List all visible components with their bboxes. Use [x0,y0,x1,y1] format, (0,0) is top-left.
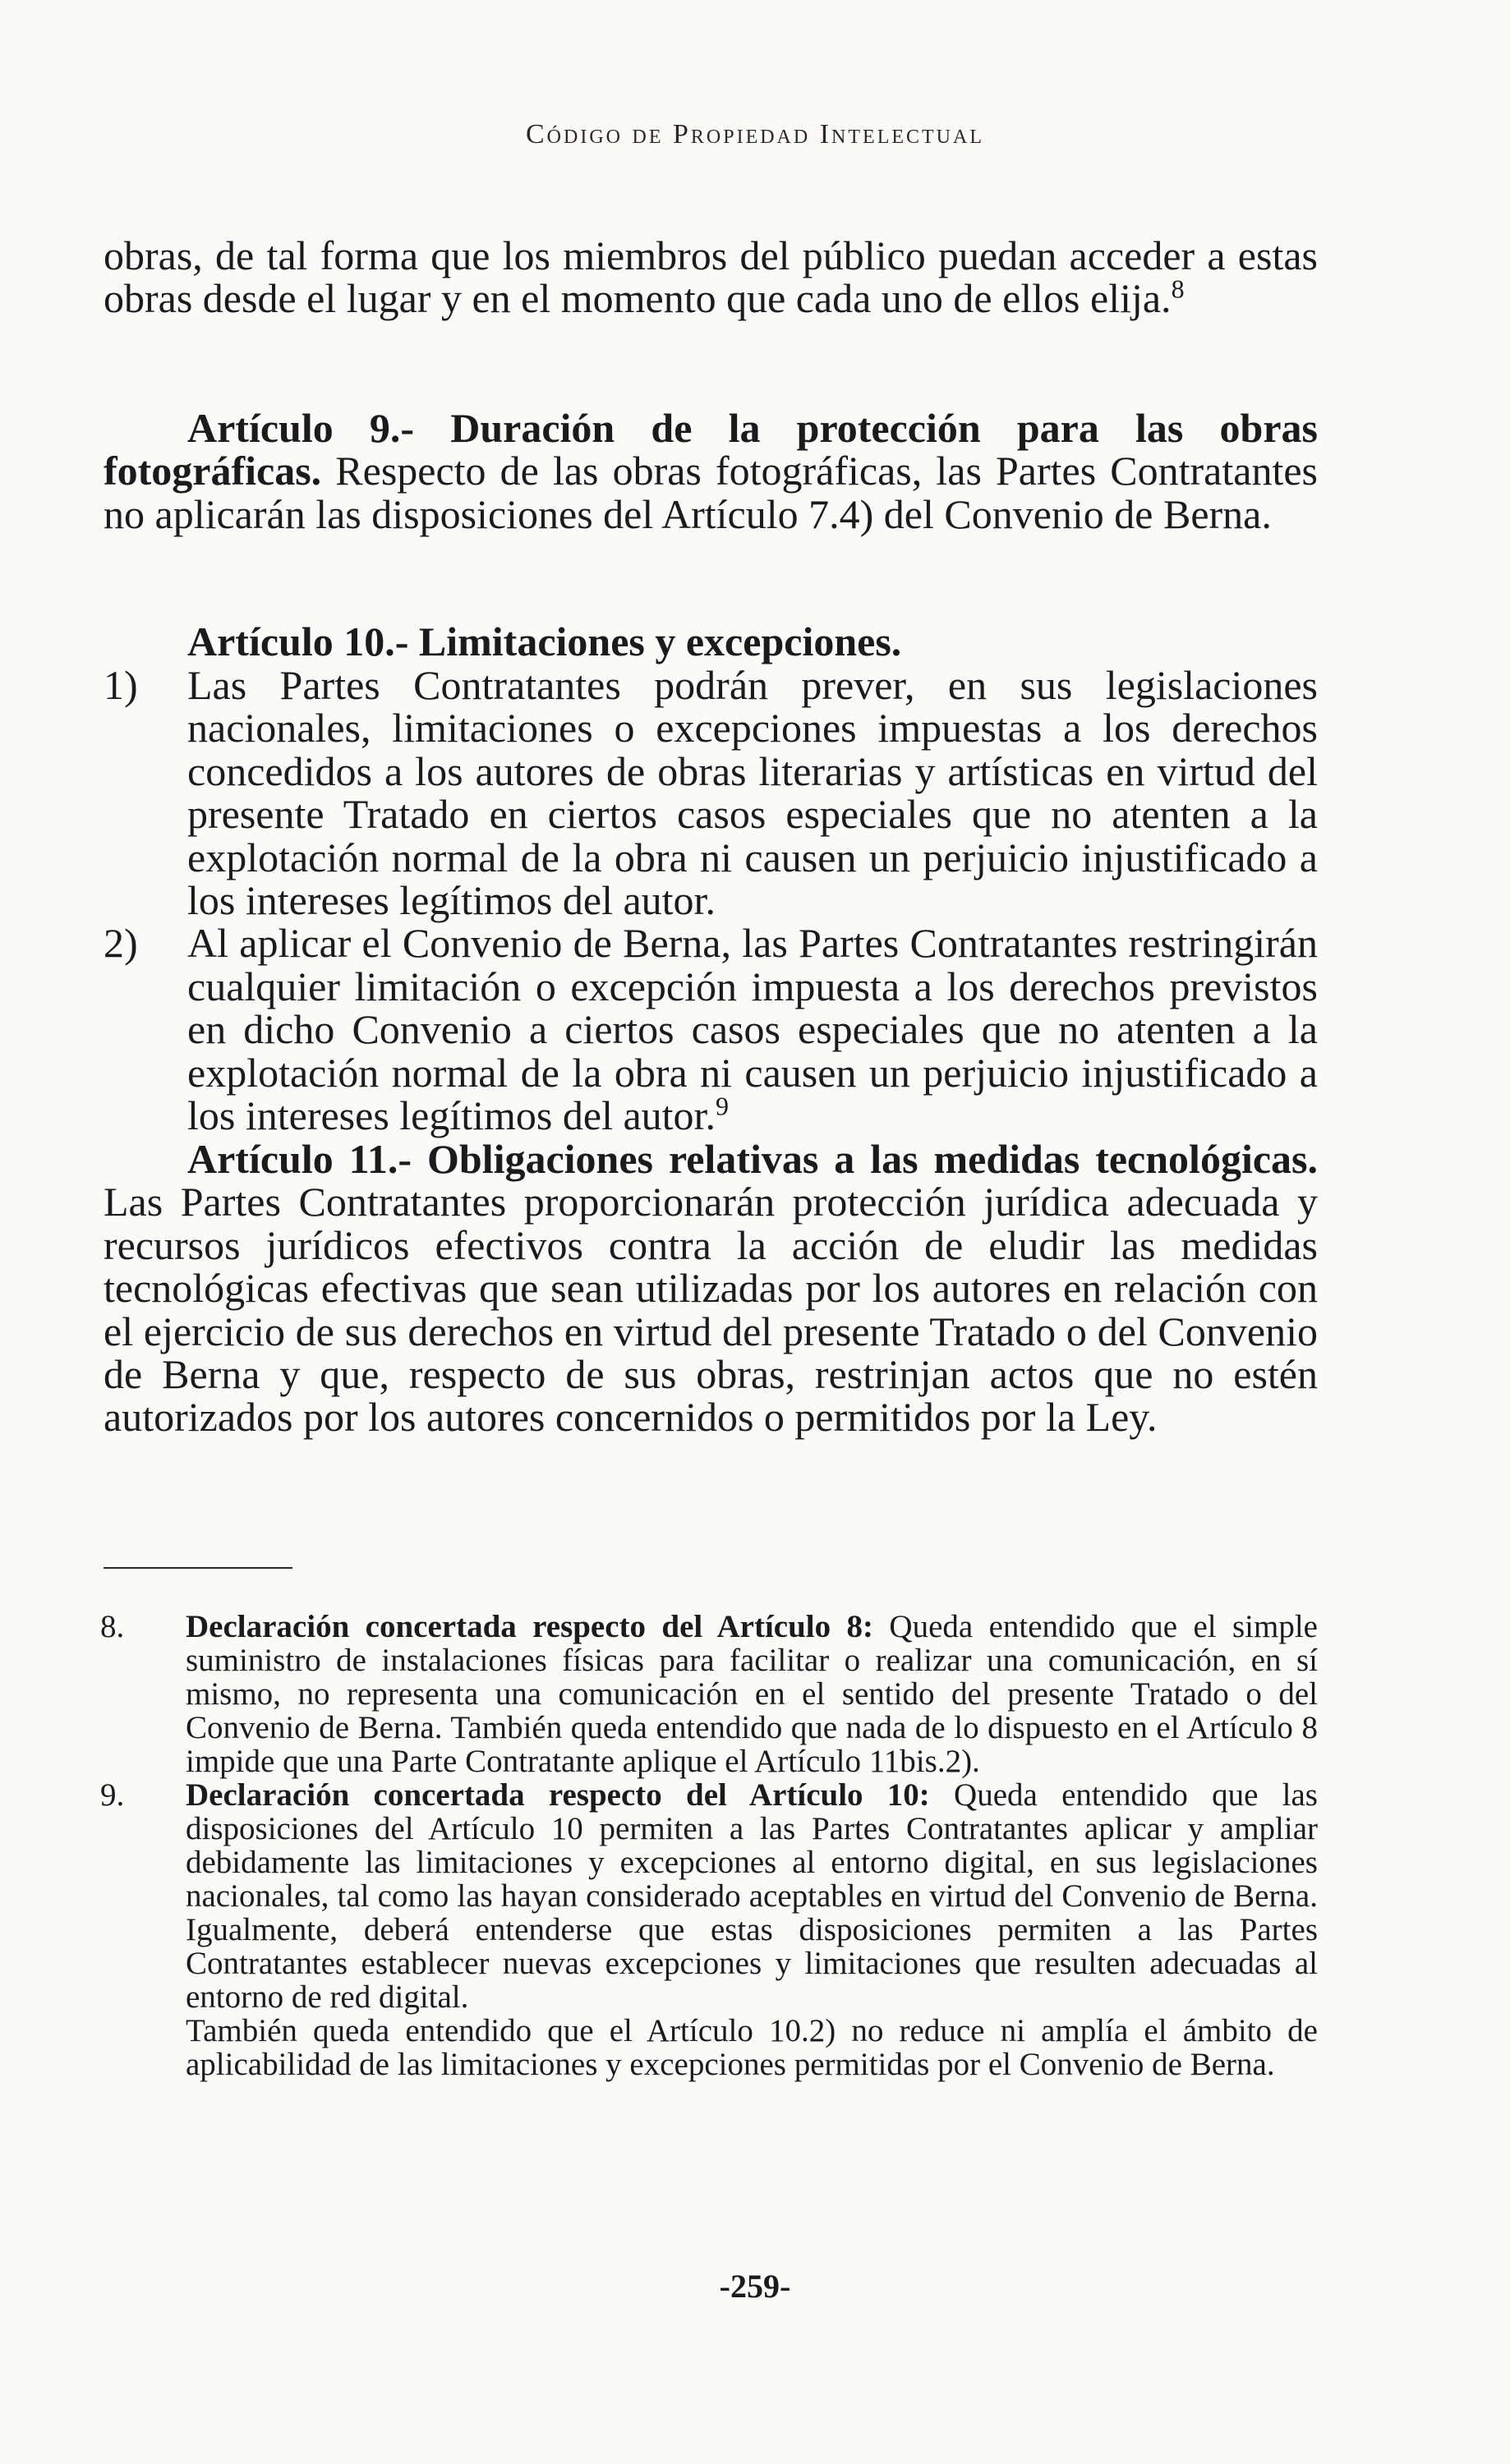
continuation-text: obras, de tal forma que los miembros del público puedan acceder a estas obras desde el lugar y en el momento que cada uno de ellos elija. [104,232,1318,322]
article-10-item [104,922,1318,1137]
article-10-heading-block [104,620,1318,663]
article-11 [104,1138,1318,1439]
item-text: Al aplicar el Convenio de Berna, las Partes Contratantes restringirán cualquier limitación o excepción impuesta a los derechos previstos en dicho Convenio a ciertos casos especiales que no atenten a la explotación normal de la obra ni causen un perjuicio injustificado a los intereses legítimos del autor.$^9$ [187,920,1318,1139]
item-number: 1) [104,662,138,708]
footnote-number: 8. [100,1609,125,1644]
continuation-paragraph [104,234,1318,320]
footnote-8 [100,1610,1318,1778]
article-10-heading: Artículo 10.- Limitaciones y excepciones. [187,618,902,664]
article-11-text: Las Partes Contratantes proporcionarán protección jurídica adecuada y recursos jurídicos efectivos contra la acción de eludir las medidas tecnológicas efectivas que sean utilizadas por los autores en relación con el ejercicio de sus derechos en virtud del presente Tratado o del Convenio de Berna y que, respecto de sus obras, restrinjan actos que no estén autorizados por los autores concernidos o permitidos por la Ley. [104,1179,1318,1441]
page-number: -259- [719,2268,791,2305]
article-9-heading: Artículo 9.- Duración de la protección para las obras fotográficas. [104,405,1318,494]
article-9-text: Respecto de las obras fotográficas, las Partes Contratantes no aplicarán las disposiciones del Artículo 7.4) del Convenio de Berna. [104,448,1318,537]
article-10-item [104,664,1318,922]
footnote-ref-9: 9 [715,1091,729,1121]
item-text: Las Partes Contratantes podrán prever, en sus legislaciones nacionales, limitaciones o excepciones impuestas a los derechos concedidos a los autores de obras literarias y artísticas en virtud del presente Tratado en ciertos casos especiales que no atenten a la explotación normal de la obra ni causen un perjuicio injustificado a los intereses legítimos del autor. [187,662,1318,924]
article-9 [104,407,1318,536]
article-11-heading: Artículo 11.- Obligaciones relativas a las medidas tecnológicas. [187,1136,1318,1182]
footnotes [100,1610,1318,2081]
footnote-divider [104,1567,292,1569]
running-head: Código de Propiedad Intelectual [525,119,985,149]
footnote-ref-8: 8 [1171,274,1185,304]
footnote-number: 9. [100,1777,125,1813]
footnote-text: Declaración concertada respecto del Artículo 10: Queda entendido que las disposiciones del Artículo 10 permiten a las Partes Contratantes aplicar y ampliar debidamente las limitaciones y excepciones al entorno digital, en sus legislaciones nacionales, tal como las hayan considerado aceptables en virtud del Convenio de Berna. Igualmente, deberá entenderse que estas disposiciones permiten a las Partes Contratantes establecer nuevas excepciones y limitaciones que resulten adecuadas al entorno de red digital. También queda entendido que el Artículo 10.2) no reduce ni amplía el ámbito de aplicabilidad de las limitaciones y excepciones permitidas por el Convenio de Berna. [186,1777,1318,2082]
article-10-list [104,664,1318,1137]
footnote-text: Declaración concertada respecto del Artículo 8: Queda entendido que el simple suministro de instalaciones físicas para facilitar o realizar una comunicación, en sí mismo, no representa una comunicación en el sentido del presente Tratado o del Convenio de Berna. También queda entendido que nada de lo dispuesto en el Artículo 8 impide que una Parte Contratante aplique el Artículo 11bis.2). [186,1609,1318,1779]
footnote-9 [100,1778,1318,2081]
footnote-9-extra: También queda entendido que el Artículo 10.2) no reduce ni amplía el ámbito de aplicabilidad de las limitaciones y excepciones permitidas por el Convenio de Berna. [186,2013,1318,2082]
item-number: 2) [104,920,138,967]
